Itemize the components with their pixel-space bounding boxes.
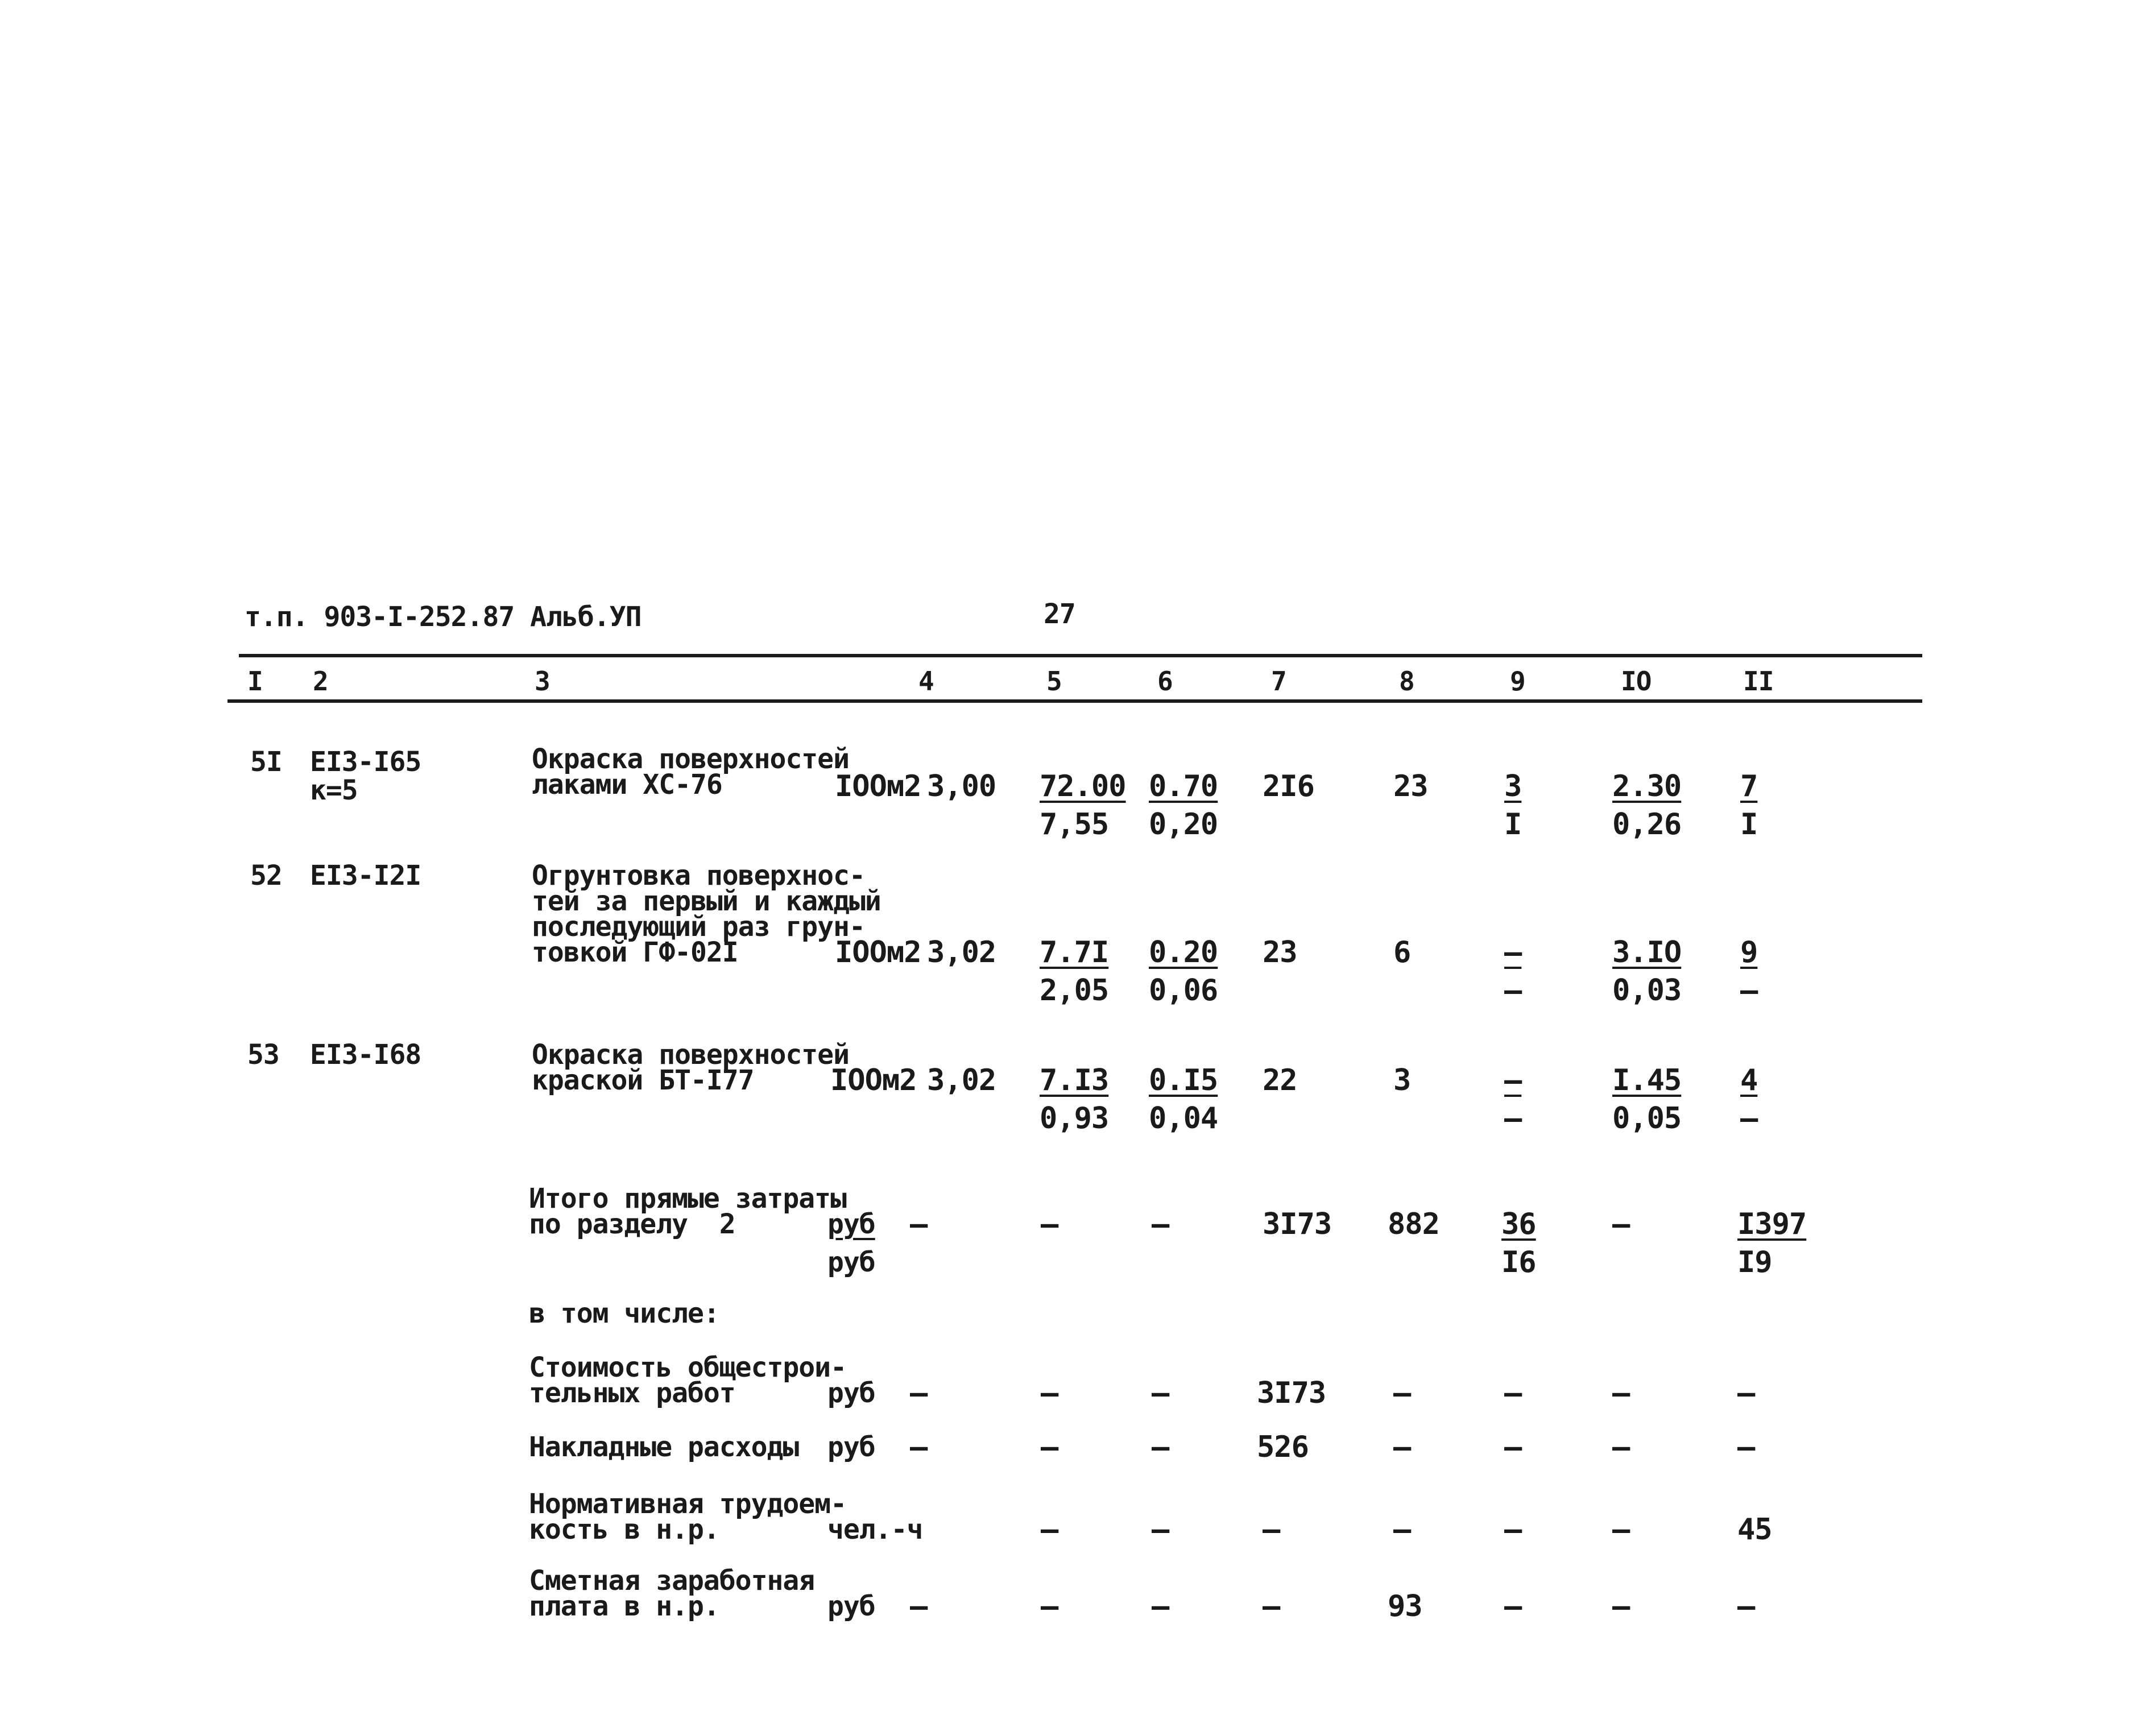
column-header: 2: [313, 666, 328, 697]
breakdown-unit: руб: [827, 1377, 875, 1409]
breakdown-value: 3I73: [1257, 1376, 1326, 1410]
doc-reference: т.п. 903-I-252.87 Альб.УП: [245, 601, 642, 633]
breakdown-value: –: [1152, 1589, 1169, 1623]
total-wages: 3: [1393, 1063, 1411, 1097]
work-description-line: Окраска поверхностей: [532, 1039, 849, 1071]
column-header: II: [1743, 666, 1774, 697]
total-wages: 6: [1393, 935, 1411, 969]
labor-total-machinists: I: [1740, 807, 1758, 842]
row-number: 52: [250, 860, 282, 892]
breakdown-value: –: [1612, 1513, 1630, 1547]
including-label: в том числе:: [529, 1298, 719, 1329]
breakdown-value: –: [1504, 1376, 1522, 1410]
unit-cost-machines: 0.20: [1149, 935, 1218, 969]
breakdown-value: 45: [1737, 1513, 1772, 1547]
total-machines: 3: [1504, 769, 1522, 803]
breakdown-value: –: [1737, 1589, 1755, 1623]
breakdown-value: –: [910, 1430, 928, 1464]
unit-cost-wages: 0,93: [1040, 1101, 1109, 1136]
breakdown-value: –: [1152, 1430, 1169, 1464]
total-wages: 23: [1393, 769, 1428, 803]
breakdown-value: 93: [1388, 1589, 1422, 1623]
column-header: 9: [1510, 666, 1525, 697]
breakdown-value: 526: [1257, 1430, 1309, 1464]
page-number: 27: [1044, 598, 1075, 630]
quantity: 3,02: [927, 1063, 996, 1097]
total-cost: 23: [1263, 935, 1297, 969]
breakdown-value: –: [1041, 1430, 1058, 1464]
breakdown-label-line: Стоимость общестрои-: [529, 1352, 846, 1383]
rate-code: EI3-I68: [310, 1039, 421, 1071]
labor-total: 9: [1740, 935, 1758, 969]
total-machine-wages: –: [1504, 973, 1522, 1008]
unit-cost-machine-wages: 0,06: [1149, 973, 1218, 1008]
work-description-line: тей за первый и каждый: [532, 885, 881, 917]
labor-unit: I.45: [1612, 1063, 1682, 1097]
labor-total-machinists: –: [1740, 1101, 1758, 1136]
totals-col11-machinists: I9: [1737, 1245, 1772, 1279]
labor-unit-machinists: 0,05: [1612, 1101, 1682, 1136]
quantity: 3,00: [927, 769, 996, 803]
unit-cost-total: 72.00: [1040, 769, 1126, 803]
breakdown-value: –: [1393, 1513, 1411, 1547]
breakdown-value: –: [1263, 1513, 1280, 1547]
breakdown-value: –: [1612, 1589, 1630, 1623]
labor-unit-machinists: 0,03: [1612, 973, 1682, 1008]
rate-coefficient: к=5: [310, 774, 358, 806]
unit-cost-machines: 0.70: [1149, 769, 1218, 803]
total-machine-wages: I: [1504, 807, 1522, 842]
totals-col4: –: [910, 1207, 928, 1241]
totals-unit: руб: [827, 1246, 875, 1278]
unit-cost-machine-wages: 0,20: [1149, 807, 1218, 842]
header-bottom-rule: [227, 699, 1922, 703]
breakdown-label-line: кость в н.р.: [529, 1514, 719, 1546]
totals-col6: –: [1152, 1207, 1169, 1241]
breakdown-value: –: [1504, 1589, 1522, 1623]
total-cost: 22: [1263, 1063, 1297, 1097]
breakdown-value: –: [1393, 1376, 1411, 1410]
breakdown-label-line: плата в н.р.: [529, 1590, 719, 1622]
breakdown-unit: чел.-ч: [827, 1514, 923, 1546]
totals-col11: I397: [1737, 1207, 1807, 1241]
breakdown-value: –: [1041, 1513, 1058, 1547]
column-header: 4: [918, 666, 934, 697]
total-machines: –: [1504, 935, 1522, 969]
labor-unit: 3.IO: [1612, 935, 1682, 969]
work-description-line: Окраска поверхностей: [532, 743, 849, 775]
column-header: IO: [1621, 666, 1652, 697]
work-description-line: товкой ГФ-02I: [532, 937, 738, 968]
breakdown-value: –: [1737, 1430, 1755, 1464]
total-machines: –: [1504, 1063, 1522, 1097]
labor-total: 7: [1740, 769, 1758, 803]
totals-col7: 3I73: [1263, 1207, 1332, 1241]
total-machine-wages: –: [1504, 1101, 1522, 1136]
unit: IOOм2: [835, 769, 921, 803]
breakdown-value: –: [1152, 1376, 1169, 1410]
breakdown-label-line: тельных работ: [529, 1377, 735, 1409]
breakdown-value: –: [1612, 1430, 1630, 1464]
breakdown-unit: руб: [827, 1431, 875, 1463]
unit: IOOм2: [835, 935, 921, 969]
breakdown-value: –: [1263, 1589, 1280, 1623]
column-header: 3: [535, 666, 550, 697]
breakdown-label-line: Нормативная трудоем-: [529, 1488, 846, 1520]
labor-total: 4: [1740, 1063, 1758, 1097]
unit-cost-machines: 0.I5: [1149, 1063, 1218, 1097]
totals-label-line: по разделу 2: [529, 1208, 735, 1240]
rate-code: EI3-I2I: [310, 860, 421, 892]
unit-cost-wages: 2,05: [1040, 973, 1109, 1008]
column-header: I: [247, 666, 263, 697]
breakdown-value: –: [1152, 1513, 1169, 1547]
breakdown-value: –: [1393, 1430, 1411, 1464]
breakdown-value: –: [1612, 1376, 1630, 1410]
totals-col9: 36: [1501, 1207, 1536, 1241]
work-description-line: краской БТ-I77: [532, 1064, 754, 1096]
unit-cost-wages: 7,55: [1040, 807, 1109, 842]
breakdown-value: –: [1504, 1430, 1522, 1464]
column-header: 7: [1271, 666, 1286, 697]
breakdown-value: –: [1737, 1376, 1755, 1410]
row-number: 5I: [250, 746, 282, 778]
column-header: 6: [1157, 666, 1173, 697]
totals-label-line: Итого прямые затраты: [529, 1183, 846, 1215]
totals-col9-wages: I6: [1501, 1245, 1536, 1279]
breakdown-unit: руб: [827, 1590, 875, 1622]
top-rule: [239, 654, 1922, 657]
totals-col8: 882: [1388, 1207, 1439, 1241]
breakdown-label-line: Накладные расходы: [529, 1431, 799, 1463]
totals-unit: руб: [827, 1208, 875, 1240]
rate-code: EI3-I65: [310, 746, 421, 778]
column-header: 8: [1399, 666, 1414, 697]
work-description-line: последующий раз грун-: [532, 911, 865, 943]
work-description-line: лаками ХС-76: [532, 769, 722, 801]
total-cost: 2I6: [1263, 769, 1314, 803]
work-description-line: Огрунтовка поверхнос-: [532, 860, 865, 892]
totals-col5: –: [1041, 1207, 1058, 1241]
unit: IOOм2: [830, 1063, 917, 1097]
column-header: 5: [1046, 666, 1062, 697]
quantity: 3,02: [927, 935, 996, 969]
breakdown-value: –: [1041, 1376, 1058, 1410]
breakdown-label-line: Сметная заработная: [529, 1565, 815, 1597]
breakdown-value: –: [1504, 1513, 1522, 1547]
unit-cost-total: 7.7I: [1040, 935, 1109, 969]
row-number: 53: [247, 1039, 279, 1071]
breakdown-value: –: [1041, 1589, 1058, 1623]
breakdown-value: –: [910, 1376, 928, 1410]
unit-cost-machine-wages: 0,04: [1149, 1101, 1218, 1136]
totals-col10: –: [1612, 1207, 1630, 1241]
labor-unit: 2.30: [1612, 769, 1682, 803]
labor-unit-machinists: 0,26: [1612, 807, 1682, 842]
unit-cost-total: 7.I3: [1040, 1063, 1109, 1097]
breakdown-value: –: [910, 1589, 928, 1623]
labor-total-machinists: –: [1740, 973, 1758, 1008]
